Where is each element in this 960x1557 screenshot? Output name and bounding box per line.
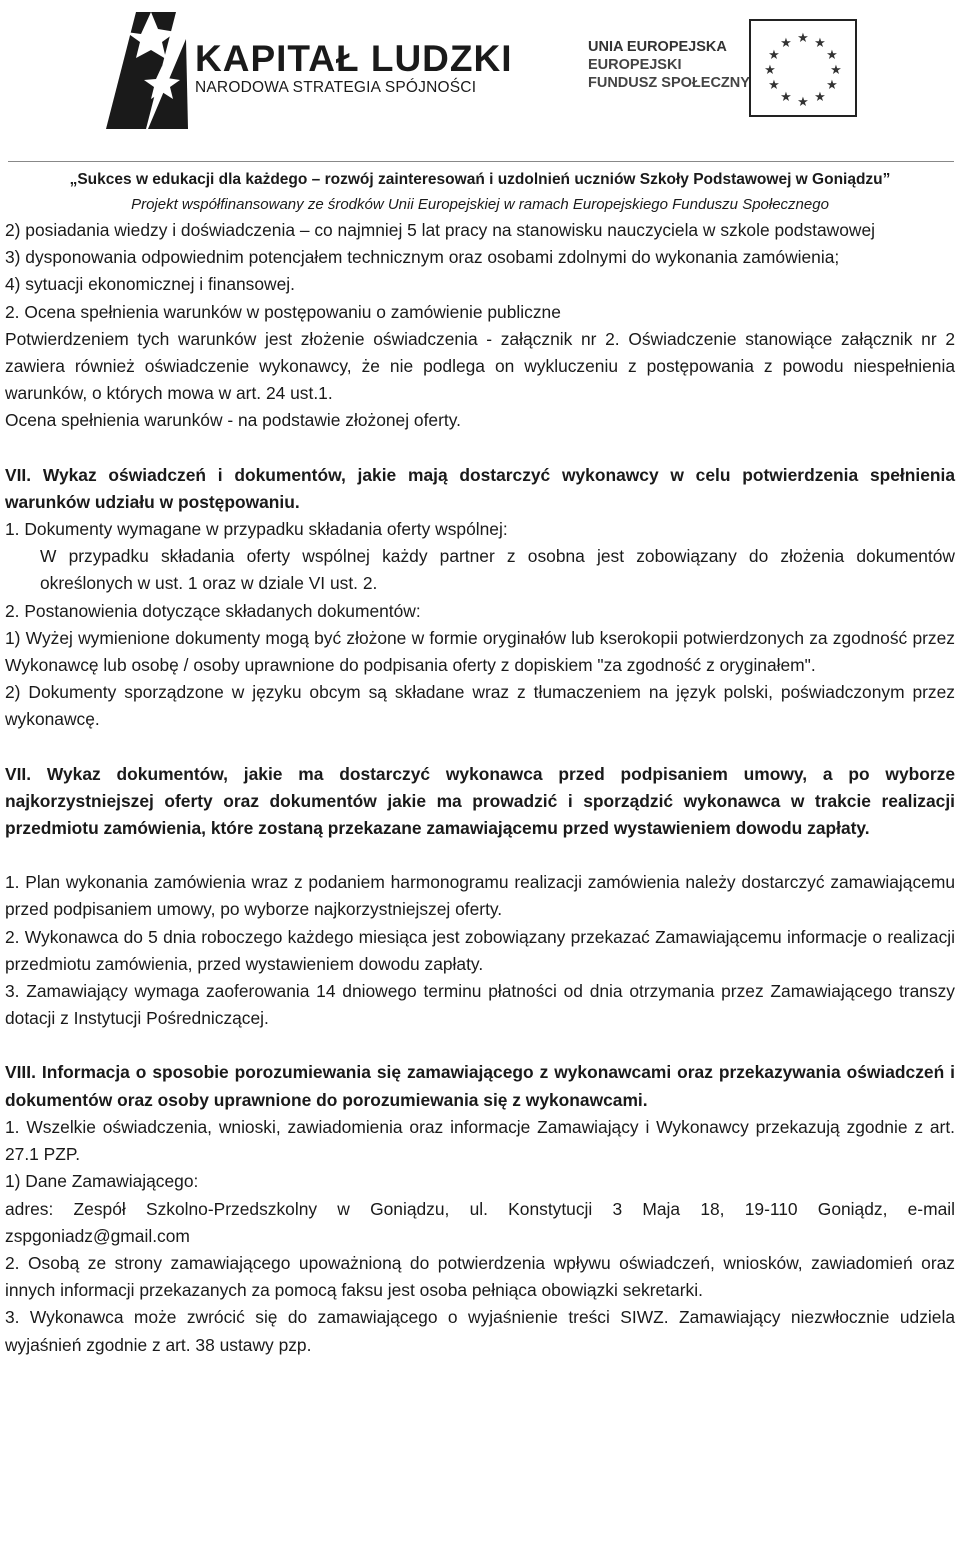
- svg-text:★: ★: [797, 95, 809, 110]
- project-title: „Sukces w edukacji dla każdego – rozwój zainteresowań i uzdolnień uczniów Szkoły Podstawowej w Goniądzu”: [69, 171, 891, 188]
- page-header: [0, 0, 960, 213]
- svg-text:★: ★: [780, 90, 792, 105]
- ue-line-2: EUROPEJSKI: [588, 57, 682, 73]
- paragraph: 2. Postanowienia dotyczące składanych dokumentów:: [5, 600, 421, 621]
- ue-text-block: [588, 38, 750, 92]
- section-heading: VII. Wykaz dokumentów, jakie ma dostarczyć wykonawca przed podpisaniem umowy, a po wyborze najkorzystniejszej oferty oraz dokumentów jakie ma prowadzić i sporządzić wykonawca w trakcie realizacji przedmiotu zamówienia, które zostaną przekazane zamawiającemu przed wystawieniem dowodu zapłaty.: [5, 763, 955, 839]
- section-heading: VII. Wykaz oświadczeń i dokumentów, jakie mają dostarczyć wykonawcy w celu potwierdzenia spełnienia warunków udziału w postępowaniu.: [5, 464, 955, 512]
- svg-text:★: ★: [780, 36, 792, 51]
- svg-text:★: ★: [826, 48, 838, 63]
- spacer: [5, 1032, 955, 1059]
- paragraph: 1. Plan wykonania zamówienia wraz z podaniem harmonogramu realizacji zamówienia należy dostarczyć zamawiającemu przed podpisaniem umowy, po wyborze najkorzystniejszej oferty.: [5, 872, 955, 920]
- svg-text:★: ★: [768, 48, 780, 63]
- paragraph: Ocena spełnienia warunków - na podstawie złożonej oferty.: [5, 410, 461, 431]
- paragraph: 3. Wykonawca może zwrócić się do zamawiającego o wyjaśnienie treści SIWZ. Zamawiający niezwłocznie udziela wyjaśnień zgodnie z art. 38 ustawy pzp.: [5, 1307, 955, 1355]
- ue-line-3: FUNDUSZ SPOŁECZNY: [588, 75, 750, 91]
- paragraph: adres: Zespół Szkolno-Przedszkolny w Goniądzu, ul. Konstytucji 3 Maja 18, 19-110 Goniądz, e-mail zspgoniadz@gmail.com: [5, 1198, 955, 1246]
- project-cofinance-note: Projekt współfinansowany ze środków Unii Europejskiej w ramach Europejskiego Funduszu Społecznego: [131, 196, 829, 213]
- paragraph: 2) Dokumenty sporządzone w języku obcym są składane wraz z tłumaczeniem na język polski, poświadczonym przez wykonawcę.: [5, 682, 955, 730]
- paragraph: 3) dysponowania odpowiednim potencjałem technicznym oraz osobami zdolnymi do wykonania zamówienia;: [5, 247, 840, 268]
- svg-text:★: ★: [826, 78, 838, 93]
- kapital-ludzki-subtitle: NARODOWA STRATEGIA SPÓJNOŚCI: [195, 79, 477, 96]
- paragraph: Potwierdzeniem tych warunków jest złożenie oświadczenia - załącznik nr 2. Oświadczenie stanowiące załącznik nr 2 zawiera również oświadczenie wykonawcy, że nie podlega on wykluczeniu z postępowania z powodu niespełnienia warunków, o których mowa w art. 24 ust.1.: [5, 328, 955, 404]
- svg-text:★: ★: [814, 90, 826, 105]
- section-heading: VIII. Informacja o sposobie porozumiewania się zamawiającego z wykonawcami oraz przekazywania oświadczeń i dokumentów oraz osoby uprawnione do porozumiewania się z wykonawcami.: [5, 1062, 955, 1110]
- document-body: [5, 217, 955, 1359]
- paragraph: 2) posiadania wiedzy i doświadczenia – co najmniej 5 lat pracy na stanowisku nauczyciela w szkole podstawowej: [5, 220, 875, 240]
- svg-text:★: ★: [814, 36, 826, 51]
- ue-line-1: UNIA EUROPEJSKA: [588, 39, 727, 55]
- paragraph: 2. Osobą ze strony zamawiającego upoważnioną do potwierdzenia wpływu oświadczeń, wniosków, zawiadomień oraz innych informacji przekazanych za pomocą faksu jest osoba pełniąca obowiązki sekretarki.: [5, 1252, 955, 1301]
- paragraph: 1. Dokumenty wymagane w przypadku składania oferty wspólnej:: [5, 519, 508, 540]
- paragraph: 2. Wykonawca do 5 dnia roboczego każdego miesiąca jest zobowiązany przekazać Zamawiającemu informacje o realizacji przedmiotu zamówienia, przed wystawieniem dowodu zapłaty.: [5, 926, 955, 974]
- paragraph: W przypadku składania oferty wspólnej każdy partner z osobna jest zobowiązany do złożenia dokumentów określonych w ust. 1 oraz w dziale VI ust. 2.: [40, 546, 955, 594]
- spacer: [5, 842, 955, 869]
- header-divider: [8, 161, 954, 162]
- svg-text:★: ★: [830, 63, 842, 78]
- kapital-ludzki-title: KAPITAŁ LUDZKI: [195, 38, 513, 79]
- paragraph: 1) Dane Zamawiającego:: [5, 1171, 199, 1192]
- paragraph: 1. Wszelkie oświadczenia, wnioski, zawiadomienia oraz informacje Zamawiający i Wykonawcy przekazują zgodnie z art. 27.1 PZP.: [5, 1116, 955, 1165]
- paragraph: 2. Ocena spełnienia warunków w postępowaniu o zamówienie publiczne: [5, 301, 561, 322]
- svg-text:★: ★: [797, 31, 809, 46]
- spacer: [5, 435, 955, 462]
- svg-text:★: ★: [764, 63, 776, 78]
- paragraph: 1) Wyżej wymienione dokumenty mogą być złożone w formie oryginałów lub kserokopii potwierdzonych za zgodność przez Wykonawcę lub osobę / osoby uprawnione do podpisania oferty z dopiskiem "za zgodność z oryginałem".: [5, 627, 955, 676]
- eu-flag-icon: [748, 18, 858, 118]
- paragraph: 3. Zamawiający wymaga zaoferowania 14 dniowego terminu płatności od dnia otrzymania przez Zamawiającego transzy dotacji z Instytucji Pośredniczącej.: [5, 981, 955, 1029]
- paragraph: 4) sytuacji ekonomicznej i finansowej.: [5, 274, 295, 295]
- spacer: [5, 734, 955, 761]
- svg-text:★: ★: [768, 78, 780, 93]
